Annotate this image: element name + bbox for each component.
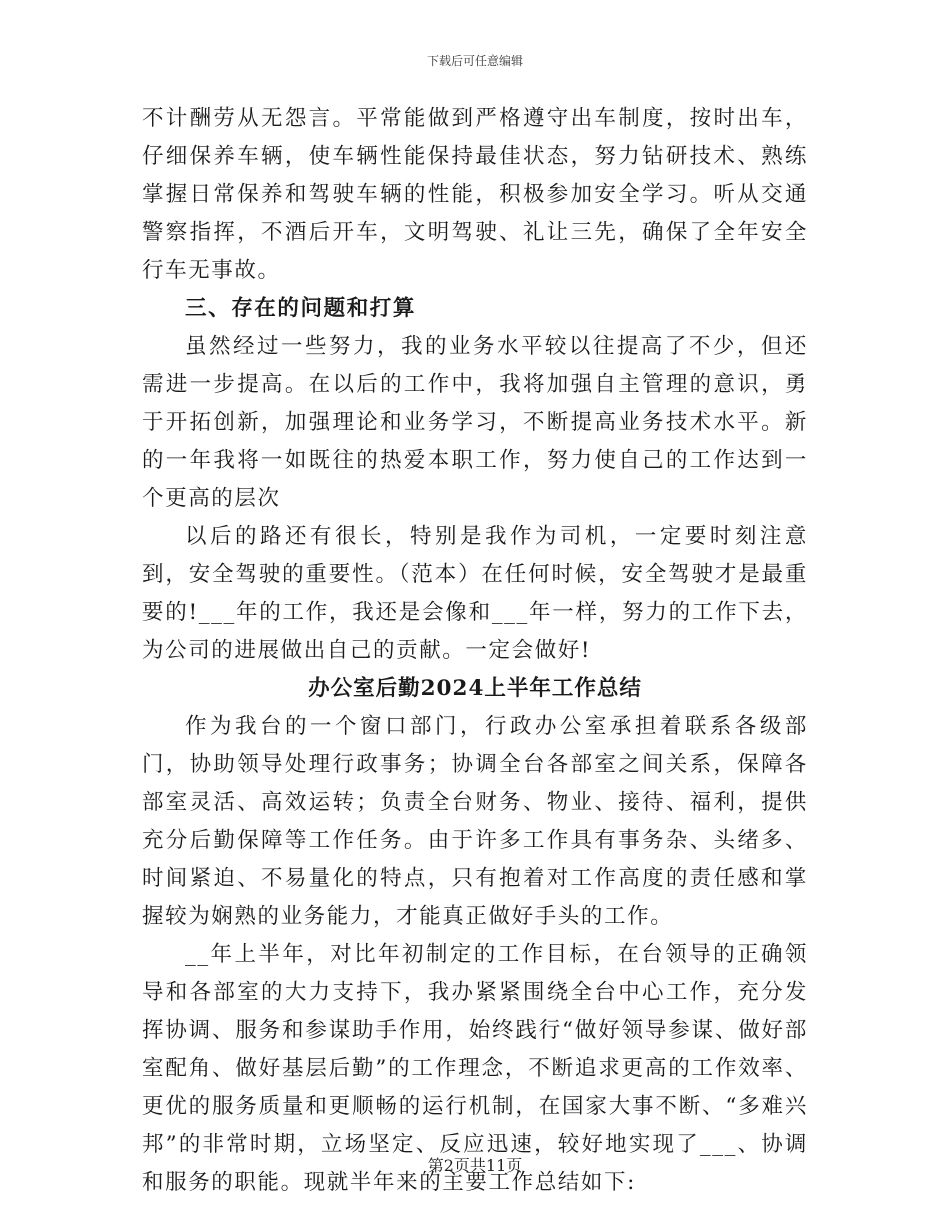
page-number: 第2页共11页 bbox=[427, 1156, 523, 1175]
paragraph-half-year: __年上半年，对比年初制定的工作目标，在台领导的正确领导和各部室的大力支持下，我办紧紧围绕全台中心工作，充分发挥协调、服务和参谋助手作用，始终践行“做好领导参谋、做好部室配角、做好基层后勤”的工作理念，不断追求更高的工作效率、更优的服务质量和更顺畅的运行机制，在国家大事不断、“多难兴邦”的非常时期，立场坚定、反应迅速，较好地实现了___、协调和服务的职能。现就半年来的主要工作总结如下: bbox=[142, 942, 808, 1195]
document-body bbox=[142, 100, 808, 1202]
page-header: 下载后可任意编辑 bbox=[426, 54, 523, 68]
section-heading-problems-plans: 三、存在的问题和打算 bbox=[185, 296, 417, 321]
paragraph-improvement: 虽然经过一些努力，我的业务水平较以往提高了不少，但还需进一步提高。在以后的工作中，我将加强自主管理的意识，勇于开拓创新，加强理论和业务学习，不断提高业务技术水平。新的一年我将一如既往的热爱本职工作，努力使自己的工作达到一个更高的层次 bbox=[142, 334, 808, 511]
paragraph-office-role: 作为我台的一个窗口部门，行政办公室承担着联系各级部门，协助领导处理行政事务；协调全台各部室之间关系，保障各部室灵活、高效运转；负责全台财务、物业、接待、福利，提供充分后勤保障等工作任务。由于许多工作具有事务杂、头绪多、时间紧迫、不易量化的特点，只有抱着对工作高度的责任感和掌握较为娴熟的业务能力，才能真正做好手头的工作。 bbox=[142, 714, 808, 929]
paragraph-continuation: 不计酬劳从无怨言。平常能做到严格遵守出车制度，按时出车，仔细保养车辆，使车辆性能保持最佳状态，努力钻研技术、熟练掌握日常保养和驾驶车辆的性能，积极参加安全学习。听从交通警察指挥，不酒后开车，文明驾驶、礼让三先，确保了全年安全行车无事故。 bbox=[142, 106, 808, 283]
paragraph-safety: 以后的路还有很长，特别是我作为司机，一定要时刻注意到，安全驾驶的重要性。（范本）在任何时候，安全驾驶才是最重要的!___年的工作，我还是会像和___年一样，努力的工作下去，为公司的进展做出自己的贡献。一定会做好! bbox=[142, 524, 808, 663]
document-title: 办公室后勤2024上半年工作总结 bbox=[308, 676, 642, 701]
